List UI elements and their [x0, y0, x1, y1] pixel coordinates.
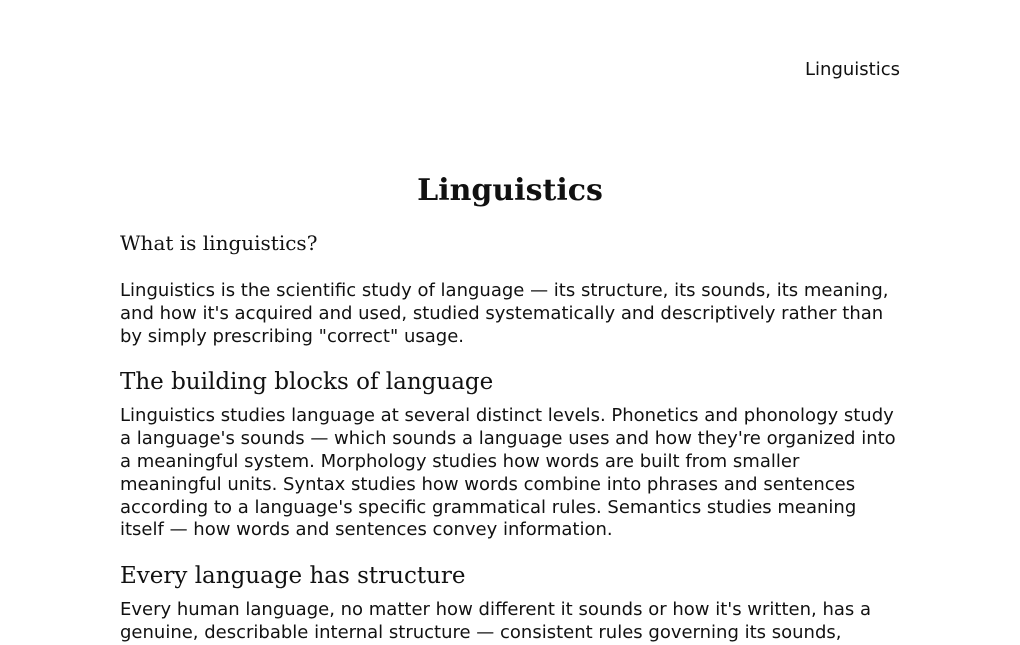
section-paragraph-building-blocks: Linguistics studies language at several distinct levels. Phonetics and phonology study a language's sounds — which sounds a language uses and how they're organized into a meaningful system. Morphology studies how words are built from smaller meaningful units. Syntax studies how words combine into phrases and sentences according to a language's specific grammatical rules. Semantics studies meaning itself — how words and sentences convey information.: [120, 405, 896, 541]
section-paragraph-structure: Every human language, no matter how different it sounds or how it's written, has a genuine, describable internal structure — consistent rules governing its sounds,: [120, 599, 872, 643]
running-header: Linguistics: [805, 59, 900, 80]
section-heading-building-blocks: The building blocks of language: [120, 369, 494, 396]
document-subtitle: What is linguistics?: [120, 231, 318, 255]
intro-paragraph: Linguistics is the scientific study of language — its structure, its sounds, its meaning, and how it's acquired and used, studied systematically and descriptively rather than by simply prescribing "correct" usage.: [120, 280, 889, 347]
document-body: [120, 170, 900, 645]
section-heading-structure: Every language has structure: [120, 563, 466, 590]
page-title: Linguistics: [417, 173, 603, 208]
